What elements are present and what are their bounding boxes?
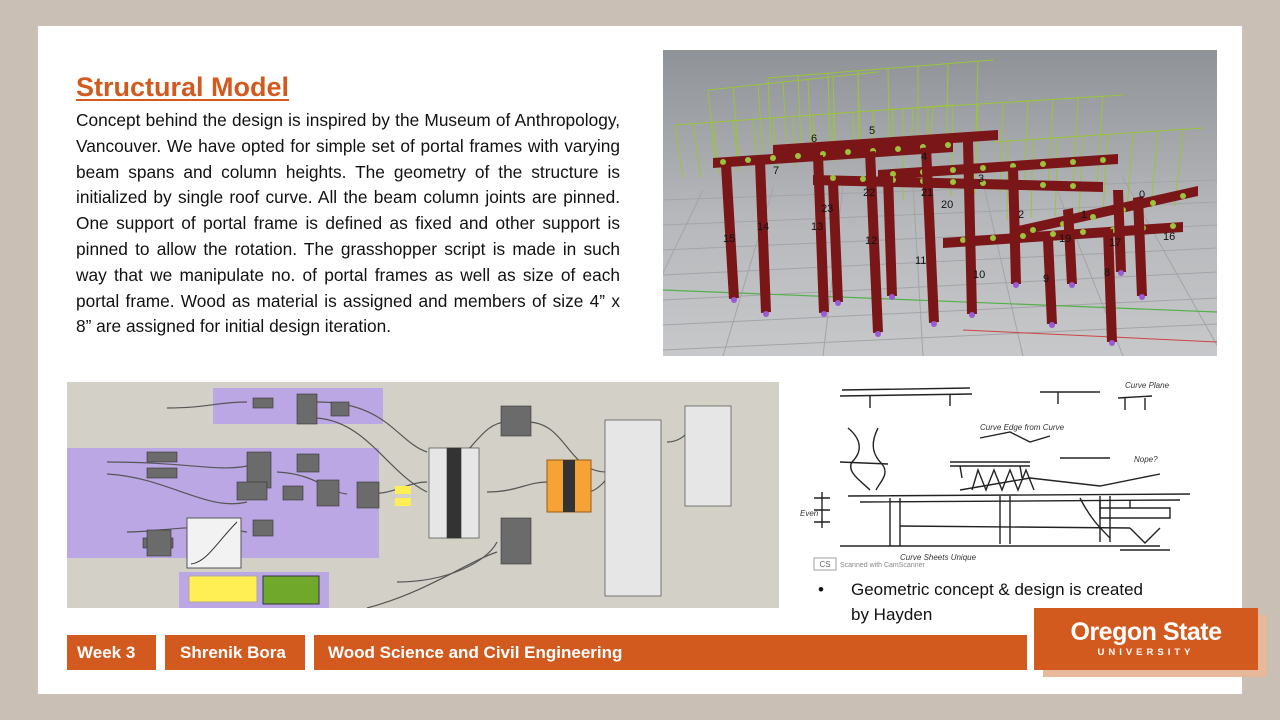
svg-text:12: 12	[865, 235, 878, 247]
svg-text:Curve Plane: Curve Plane	[1125, 381, 1170, 390]
structural-model-render	[663, 50, 1217, 356]
slide	[38, 26, 1242, 694]
svg-text:10: 10	[973, 269, 986, 281]
svg-text:14: 14	[757, 221, 770, 233]
svg-text:7: 7	[773, 165, 780, 177]
bullet-text: Geometric concept & design is created by Hayden	[851, 580, 1143, 624]
svg-text:3: 3	[978, 173, 985, 185]
footer-department: Wood Science and Civil Engineering	[314, 635, 1027, 670]
svg-text:22: 22	[863, 187, 876, 199]
svg-text:17: 17	[1109, 237, 1122, 249]
svg-text:Curve Edge from Curve: Curve Edge from Curve	[980, 423, 1065, 432]
svg-text:15: 15	[723, 233, 736, 245]
logo-line-1: Oregon State	[1070, 618, 1222, 646]
svg-text:Curve Sheets Unique: Curve Sheets Unique	[900, 553, 977, 562]
concept-sketch	[800, 378, 1216, 574]
svg-text:13: 13	[811, 221, 824, 233]
svg-text:2: 2	[1018, 209, 1025, 221]
footer-author: Shrenik Bora	[165, 635, 305, 670]
logo-line-2: UNIVERSITY	[1097, 647, 1195, 658]
footer-week: Week 3	[67, 635, 156, 670]
svg-text:Nope?: Nope?	[1134, 455, 1158, 464]
svg-text:6: 6	[811, 133, 818, 145]
svg-text:11: 11	[915, 255, 927, 267]
bullet-dot: •	[818, 580, 824, 599]
camscanner-label: Scanned with CamScanner	[840, 562, 925, 569]
svg-text:23: 23	[821, 203, 834, 215]
camscanner-badge: CS	[819, 560, 831, 569]
concept-paragraph: Concept behind the design is inspired by the Museum of Anthropology, Vancouver. We have opted for simple set of portal frames with varying beam spans and column heights. The geometry of the structure is initialized by single roof curve. All the beam column joints are pinned. One support of portal frame is defined as fixed and other support is pinned to allow the rotation. The grasshopper script is made in such way that we manipulate no. of portal frames as well as size of each portal frame. Wood as material is assigned and members of size 4” x 8” are assigned for initial design iteration.	[76, 110, 620, 337]
svg-text:5: 5	[869, 125, 876, 137]
svg-text:9: 9	[1043, 273, 1050, 285]
grasshopper-script	[67, 382, 779, 608]
svg-text:21: 21	[921, 187, 934, 199]
svg-text:0: 0	[1139, 189, 1146, 201]
svg-text:19: 19	[1059, 233, 1072, 245]
svg-text:8: 8	[1104, 267, 1111, 279]
svg-text:20: 20	[941, 199, 954, 211]
svg-text:4: 4	[921, 151, 928, 163]
svg-text:Even: Even	[800, 509, 819, 518]
osu-logo	[1034, 608, 1258, 670]
svg-text:1: 1	[1081, 209, 1088, 221]
slide-title: Structural Model	[76, 72, 290, 102]
svg-text:16: 16	[1163, 231, 1176, 243]
